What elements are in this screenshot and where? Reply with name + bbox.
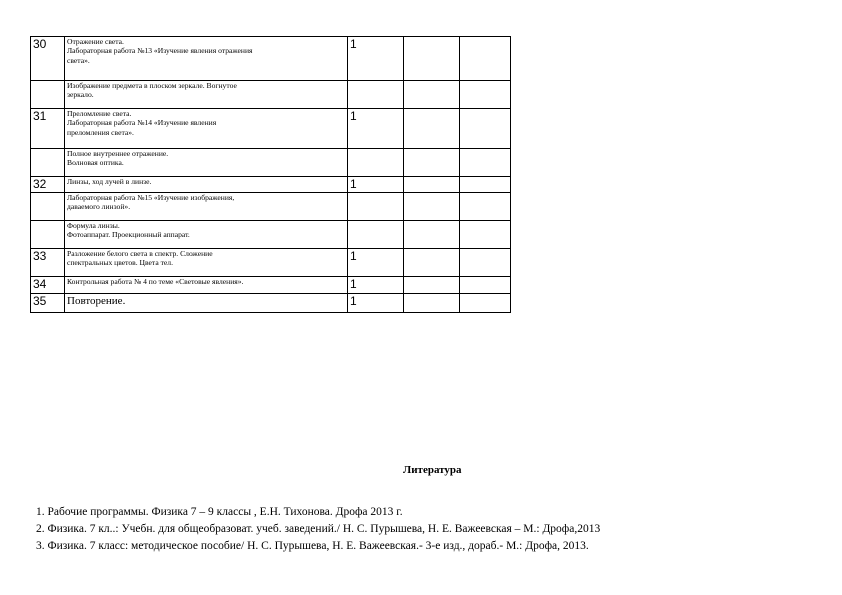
planned-date-cell — [404, 81, 460, 109]
actual-date-cell — [460, 81, 511, 109]
lesson-number-cell: 30 — [31, 37, 65, 81]
actual-date-cell — [460, 294, 511, 313]
lesson-hours-cell — [348, 221, 404, 249]
lesson-topic-line: Контрольная работа № 4 по теме «Световые явления». — [67, 277, 244, 286]
lesson-topic-line: спектральных цветов. Цвета тел. — [67, 258, 173, 268]
lesson-topic-line: Лабораторная работа №14 «Изучение явления — [67, 118, 217, 128]
literature-list — [36, 504, 600, 555]
lesson-topic-cell — [65, 193, 348, 221]
lesson-topic-line: Отражение света. — [67, 37, 124, 46]
planned-date-cell — [404, 177, 460, 193]
lesson-topic-cell — [65, 294, 348, 313]
lesson-topic-line: даваемого линзой». — [67, 202, 131, 212]
actual-date-cell — [460, 193, 511, 221]
lesson-hours-cell: 1 — [348, 109, 404, 149]
actual-date-cell — [460, 149, 511, 177]
table-row — [31, 177, 511, 193]
lesson-topic-line: Лабораторная работа №15 «Изучение изображения, — [67, 193, 235, 202]
lesson-number-cell: 34 — [31, 277, 65, 294]
lesson-topic-cell — [65, 149, 348, 177]
lesson-hours-cell: 1 — [348, 37, 404, 81]
actual-date-cell — [460, 277, 511, 294]
lesson-topic-line: Волновая оптика. — [67, 158, 124, 168]
table-row — [31, 81, 511, 109]
actual-date-cell — [460, 37, 511, 81]
lesson-number-cell — [31, 149, 65, 177]
lesson-topic-cell — [65, 249, 348, 277]
lesson-plan-body — [31, 37, 511, 313]
actual-date-cell — [460, 109, 511, 149]
lesson-hours-cell: 1 — [348, 277, 404, 294]
table-row — [31, 109, 511, 149]
lesson-number-cell: 32 — [31, 177, 65, 193]
lesson-hours-cell: 1 — [348, 294, 404, 313]
lesson-topic-cell — [65, 221, 348, 249]
planned-date-cell — [404, 109, 460, 149]
lesson-topic-cell — [65, 277, 348, 294]
lesson-topic-line: Формула линзы. — [67, 221, 120, 230]
lesson-hours-cell — [348, 193, 404, 221]
literature-item: 1. Рабочие программы. Физика 7 – 9 классы , Е.Н. Тихонова. Дрофа 2013 г. — [36, 506, 403, 518]
planned-date-cell — [404, 193, 460, 221]
lesson-hours-cell: 1 — [348, 177, 404, 193]
lesson-topic-line: Линзы, ход лучей в линзе. — [67, 177, 152, 186]
actual-date-cell — [460, 221, 511, 249]
actual-date-cell — [460, 249, 511, 277]
table-row — [31, 221, 511, 249]
lesson-topic-line: Лабораторная работа №13 «Изучение явления отражения — [67, 46, 253, 56]
lesson-plan-table — [30, 36, 511, 313]
literature-title: Литература — [403, 464, 462, 476]
lesson-topic-cell — [65, 37, 348, 81]
planned-date-cell — [404, 294, 460, 313]
lesson-topic-cell — [65, 177, 348, 193]
actual-date-cell — [460, 177, 511, 193]
literature-item: 2. Физика. 7 кл..: Учебн. для общеобразоват. учеб. заведений./ Н. С. Пурышева, Н. Е. Важеевская – М.: Дрофа,2013 — [36, 523, 601, 535]
planned-date-cell — [404, 149, 460, 177]
lesson-number-cell — [31, 193, 65, 221]
lesson-hours-cell — [348, 81, 404, 109]
table-row — [31, 37, 511, 81]
lesson-topic-line: Повторение. — [67, 295, 126, 307]
lesson-number-cell: 33 — [31, 249, 65, 277]
planned-date-cell — [404, 277, 460, 294]
lesson-topic-line: света». — [67, 55, 90, 65]
lesson-topic-cell — [65, 81, 348, 109]
lesson-hours-cell — [348, 149, 404, 177]
lesson-topic-line: Разложение белого света в спектр. Сложение — [67, 249, 213, 258]
lesson-topic-line: Преломление света. — [67, 109, 132, 118]
lesson-topic-line: Фотоаппарат. Проекционный аппарат. — [67, 230, 190, 240]
planned-date-cell — [404, 221, 460, 249]
table-row — [31, 193, 511, 221]
lesson-number-cell — [31, 81, 65, 109]
lesson-topic-line: зеркало. — [67, 90, 94, 100]
literature-item: 3. Физика. 7 класс: методическое пособие/ Н. С. Пурышева, Н. Е. Важеевская.- 3-е изд., дораб.- М.: Дрофа, 2013. — [36, 540, 589, 552]
lesson-topic-line: преломления света». — [67, 127, 134, 137]
planned-date-cell — [404, 37, 460, 81]
planned-date-cell — [404, 249, 460, 277]
lesson-topic-line: Изображение предмета в плоском зеркале. Вогнутое — [67, 81, 237, 90]
table-row — [31, 249, 511, 277]
lesson-topic-line: Полное внутреннее отражение. — [67, 149, 169, 158]
table-row — [31, 149, 511, 177]
lesson-topic-cell — [65, 109, 348, 149]
lesson-hours-cell: 1 — [348, 249, 404, 277]
table-row — [31, 294, 511, 313]
lesson-number-cell: 35 — [31, 294, 65, 313]
lesson-number-cell — [31, 221, 65, 249]
lesson-number-cell: 31 — [31, 109, 65, 149]
table-row — [31, 277, 511, 294]
